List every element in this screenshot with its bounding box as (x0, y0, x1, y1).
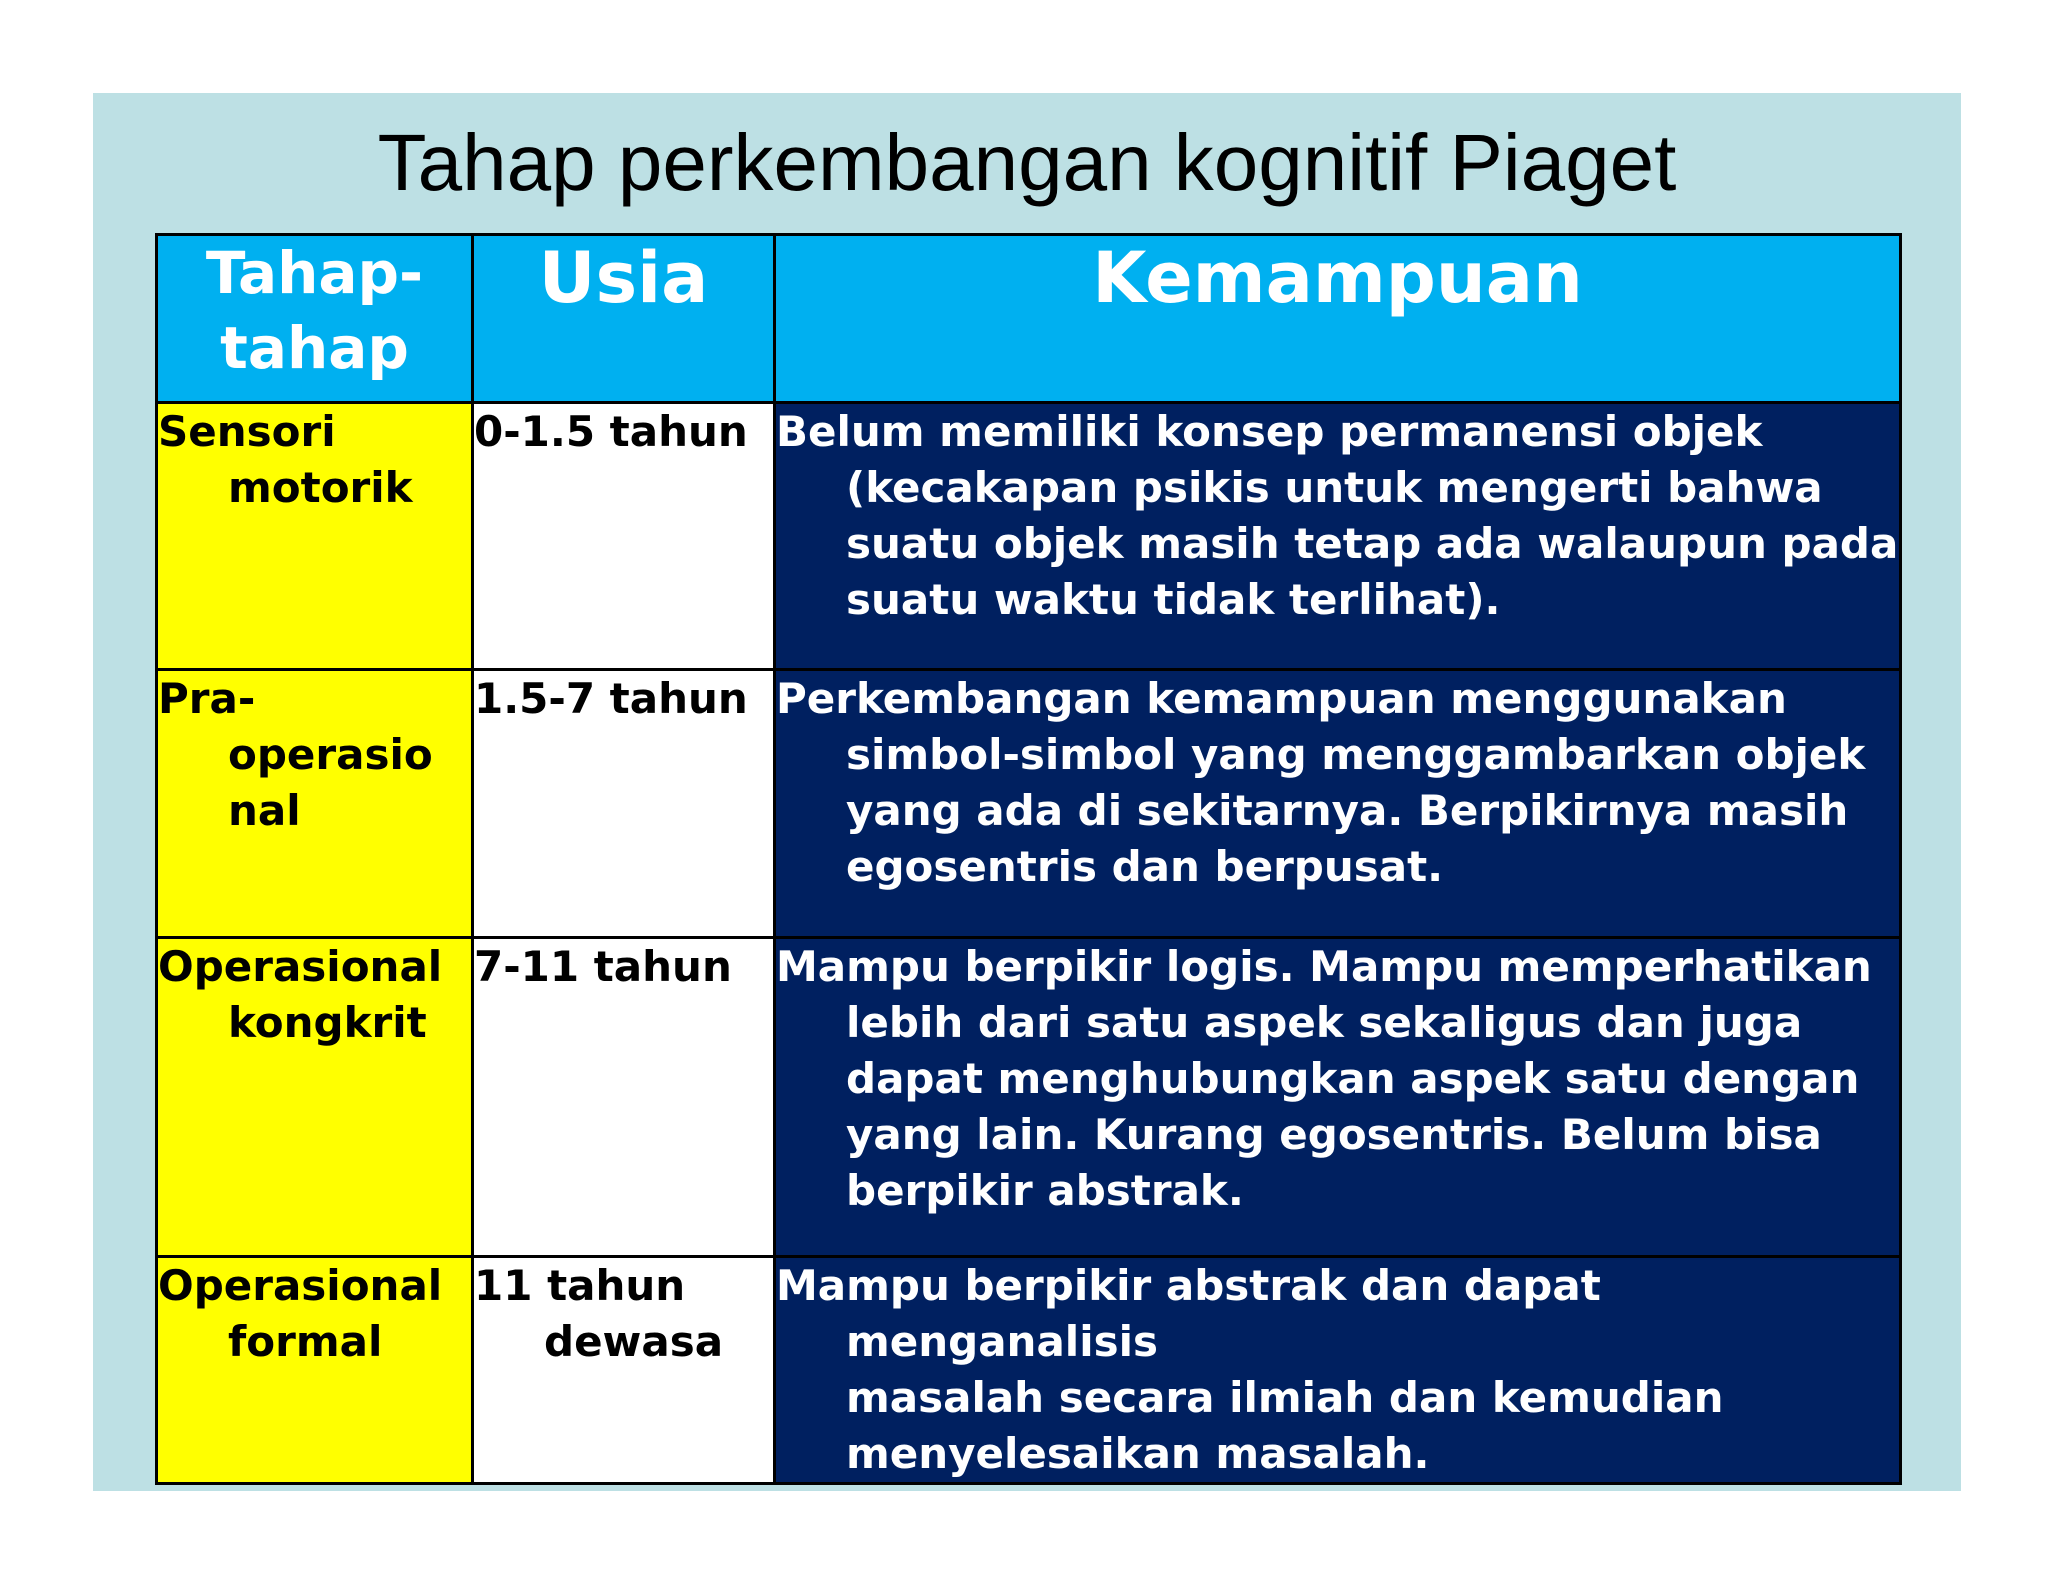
table-row (157, 938, 1901, 1257)
table-row (157, 403, 1901, 670)
age-cell: 11 tahun dewasa (473, 1257, 775, 1484)
table-row (157, 1257, 1901, 1484)
page-title: Tahap perkembangan kognitif Piaget (377, 118, 1677, 207)
ability-cell: Mampu berpikir abstrak dan dapat menganalisis masalah secara ilmiah dan kemudian menyelesaikan masalah. (775, 1257, 1901, 1484)
ability-cell: Mampu berpikir logis. Mampu memperhatikan lebih dari satu aspek sekaligus dan juga dapat menghubungkan aspek satu dengan yang lain. Kurang egosentris. Belum bisa berpikir abstrak. (775, 938, 1901, 1257)
header-stage: Tahap- tahap (157, 235, 473, 403)
header-age: Usia (473, 235, 775, 403)
stage-cell: Operasional formal (157, 1257, 473, 1484)
ability-cell: Belum memiliki konsep permanensi objek (kecakapan psikis untuk mengerti bahwa suatu objek masih tetap ada walaupun pada suatu waktu tidak terlihat). (775, 403, 1901, 670)
stage-cell: Operasional kongkrit (157, 938, 473, 1257)
table-header-row (157, 235, 1901, 403)
header-ability: Kemampuan (775, 235, 1901, 403)
piaget-stages-table (155, 233, 1902, 1485)
stage-cell: Sensori motorik (157, 403, 473, 670)
ability-cell: Perkembangan kemampuan menggunakan simbol-simbol yang menggambarkan objek yang ada di sekitarnya. Berpikirnya masih egosentris dan berpusat. (775, 670, 1901, 938)
age-cell: 0-1.5 tahun (473, 403, 775, 670)
slide (93, 93, 1961, 1491)
table-row (157, 670, 1901, 938)
age-cell: 1.5-7 tahun (473, 670, 775, 938)
stage-cell: Pra- operasio nal (157, 670, 473, 938)
age-cell: 7-11 tahun (473, 938, 775, 1257)
